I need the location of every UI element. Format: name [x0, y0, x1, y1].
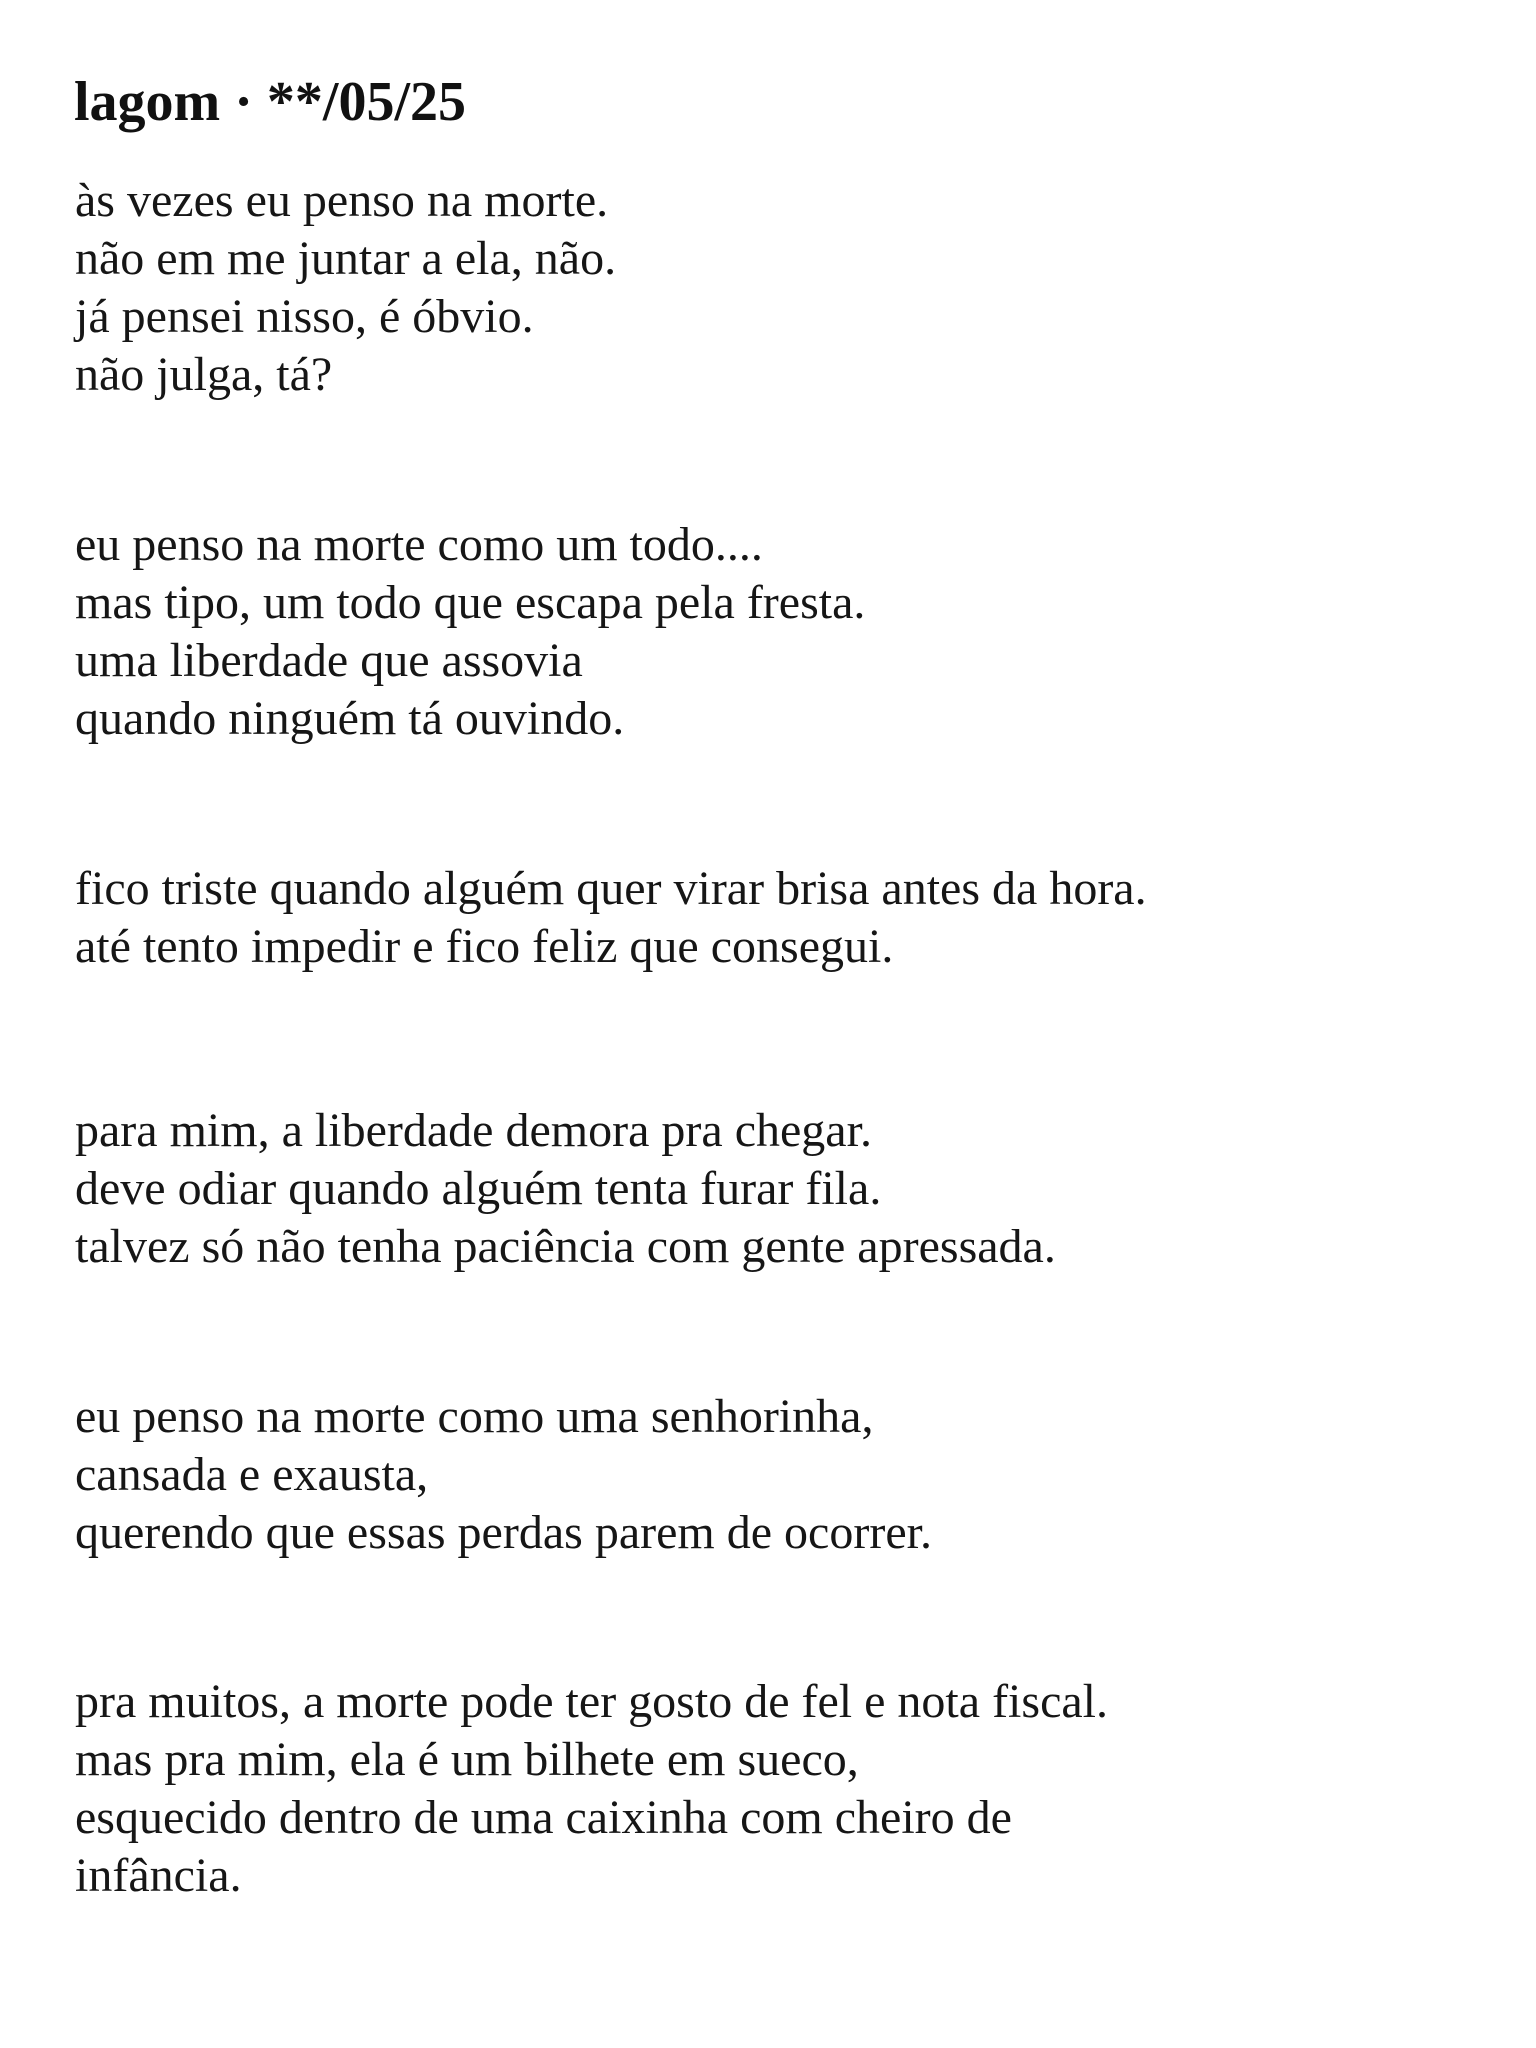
poem-line: talvez só não tenha paciência com gente apressada.: [75, 1220, 1056, 1273]
poem-line: uma liberdade que assovia: [75, 634, 583, 687]
poem-line: infância.: [75, 1849, 242, 1902]
stanza: [75, 860, 1147, 976]
poem-line: querendo que essas perdas parem de ocorrer.: [75, 1506, 932, 1559]
poem-line: cansada e exausta,: [75, 1448, 429, 1501]
poem-line: eu penso na morte como uma senhorinha,: [75, 1390, 874, 1443]
poem-line: mas pra mim, ela é um bilhete em sueco,: [75, 1733, 859, 1786]
poem-line: já pensei nisso, é óbvio.: [75, 290, 534, 343]
stanza: [75, 516, 865, 748]
poem-line: quando ninguém tá ouvindo.: [75, 692, 625, 745]
stanza: [75, 172, 616, 404]
poem-title: lagom · **/05/25: [74, 71, 466, 133]
poem-line: deve odiar quando alguém tenta furar fila.: [75, 1162, 882, 1215]
poem-line: eu penso na morte como um todo....: [75, 518, 763, 571]
poem-line: para mim, a liberdade demora pra chegar.: [75, 1104, 872, 1157]
poem-line: esquecido dentro de uma caixinha com cheiro de: [75, 1791, 1012, 1844]
poem-line: mas tipo, um todo que escapa pela fresta.: [75, 576, 866, 629]
stanza: [75, 1102, 1056, 1276]
poem-line: não em me juntar a ela, não.: [75, 232, 617, 285]
stanza: [75, 1673, 1108, 1905]
poem-line: até tento impedir e fico feliz que consegui.: [75, 920, 894, 973]
poem-line: às vezes eu penso na morte.: [75, 174, 609, 227]
stanza: [75, 1388, 932, 1562]
poem-line: não julga, tá?: [75, 348, 333, 401]
poem-line: pra muitos, a morte pode ter gosto de fel e nota fiscal.: [75, 1675, 1109, 1728]
poem-line: fico triste quando alguém quer virar brisa antes da hora.: [75, 862, 1147, 915]
